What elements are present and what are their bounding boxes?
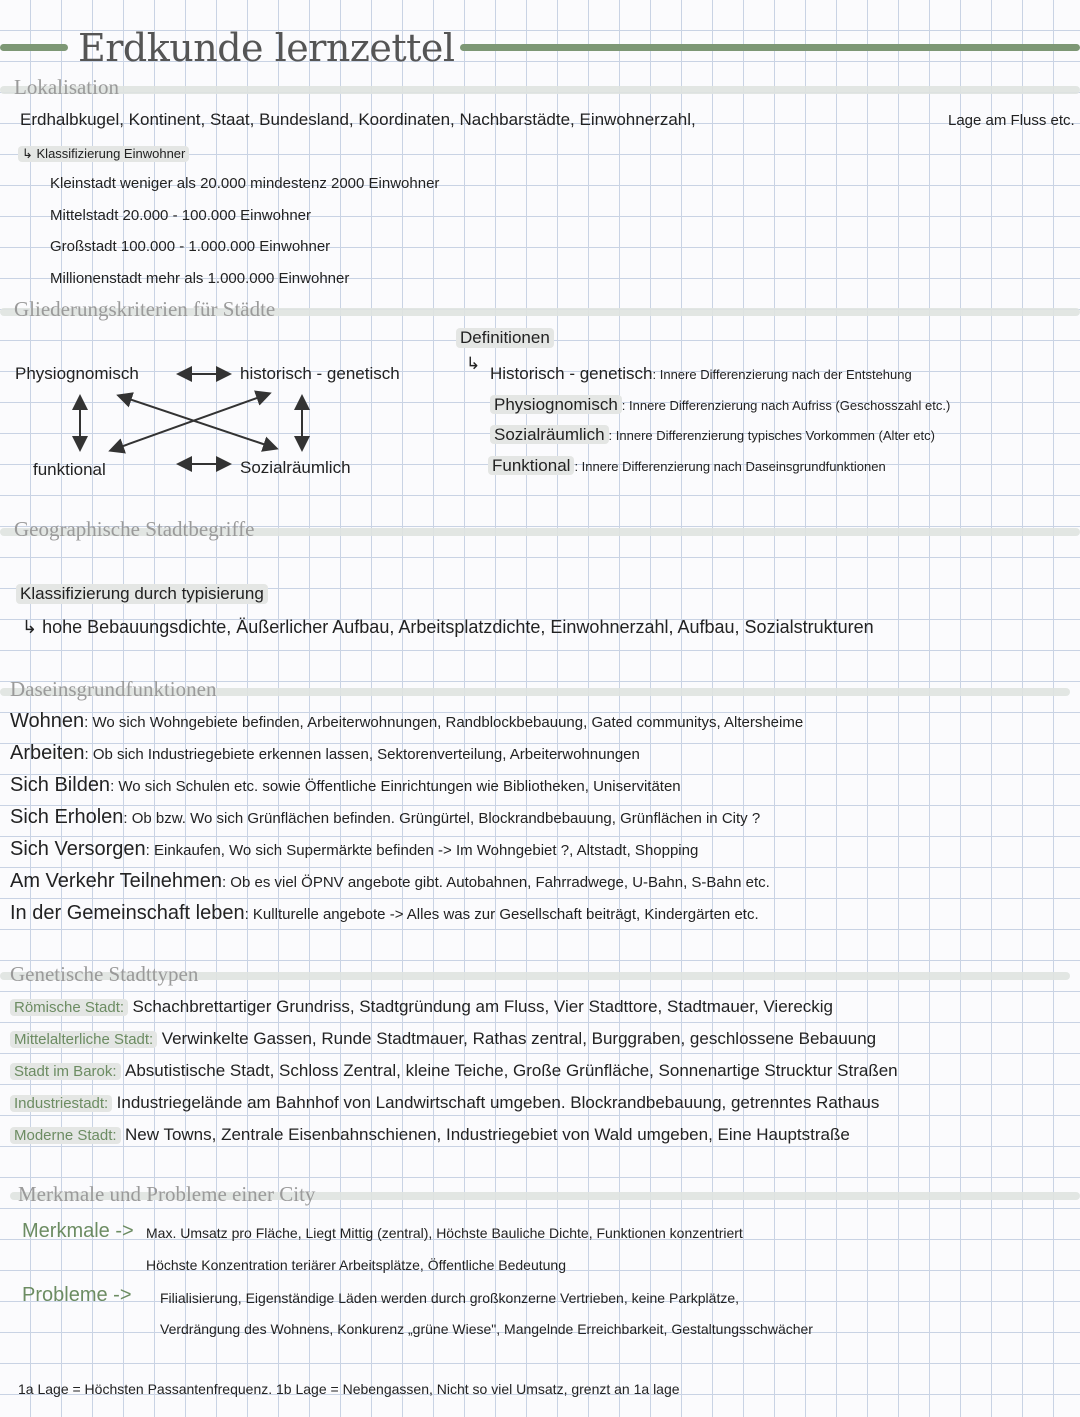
- funktion-text: : Wo sich Wohngebiete befinden, Arbeiterwohnungen, Randblockbebauung, Gated communitys, Altersheime: [84, 714, 804, 731]
- einwohner-row: Millionenstadt mehr als 1.000.000 Einwohner: [50, 270, 350, 287]
- merkmale-line: Höchste Konzentration teriärer Arbeitsplätze, Öffentliche Bedeutung: [146, 1257, 566, 1273]
- definition-term: Physiognomisch: [490, 395, 622, 414]
- stadttyp-row: [10, 997, 833, 1017]
- node-sozialraeumlich: Sozialräumlich: [240, 458, 351, 477]
- funktion-text: : Wo sich Schulen etc. sowie Öffentliche Einrichtungen wie Bibliotheken, Uniservitäten: [110, 778, 681, 795]
- funktion-text: : Kullturelle angebote -> Alles was zur Gesellschaft beiträgt, Kindergärten etc.: [244, 906, 759, 923]
- probleme-label: Probleme ->: [22, 1284, 132, 1306]
- funktion-text: : Ob sich Industriegebiete erkennen lassen, Sektorenverteilung, Arbeiterwohnungen: [84, 746, 640, 763]
- definition-item: [490, 395, 950, 415]
- lage-footer: 1a Lage = Höchsten Passantenfrequenz. 1b Lage = Nebengassen, Nicht so viel Umsatz, grenzt an 1a lage: [18, 1381, 680, 1397]
- funktion-text: : Einkaufen, Wo sich Supermärkte befinden -> Im Wohngebiet ?, Altstadt, Shopping: [145, 842, 699, 859]
- funktion-text: : Ob bzw. Wo sich Grünflächen befinden. Grüngürtel, Blockrandbebauung, Grünflächen in City ?: [123, 810, 761, 827]
- daseinsgrundfunktion-row: [10, 742, 640, 765]
- definition-text: : Innere Differenzierung nach der Entstehung: [652, 367, 912, 382]
- node-physiognomisch: Physiognomisch: [15, 364, 139, 383]
- lokalisation-line-end: Lage am Fluss etc.: [948, 112, 1075, 129]
- probleme-line: Filialisierung, Eigenständige Läden werden durch großkonzerne Vertrieben, keine Parkplätze,: [160, 1290, 740, 1306]
- funktion-term: Sich Bilden: [10, 774, 111, 796]
- stadttyp-text: Verwinkelte Gassen, Runde Stadtmauer, Rathas zentral, Burggraben, geschlossene Bebauung: [161, 1029, 877, 1048]
- typisierung-heading: Klassifizierung durch typisierung: [16, 584, 268, 604]
- probleme-line: Verdrängung des Wohnens, Konkurenz „grüne Wiese", Mangelnde Erreichbarkeit, Gestaltungsschwächer: [160, 1321, 813, 1337]
- stadttyp-term: Römische Stadt:: [10, 999, 128, 1016]
- definition-text: : Innere Differenzierung nach Daseinsgrundfunktionen: [574, 459, 886, 474]
- title-line-left: [0, 44, 68, 51]
- definition-item: [490, 364, 912, 384]
- merkmale-label: Merkmale ->: [22, 1220, 134, 1242]
- definition-term: Funktional: [488, 456, 574, 475]
- typisierung-line: ↳ hohe Bebauungsdichte, Äußerlicher Aufbau, Arbeitsplatzdichte, Einwohnerzahl, Aufbau, Sozialstrukturen: [22, 617, 874, 637]
- section-lokalisation: Lokalisation: [14, 75, 119, 99]
- daseinsgrundfunktion-row: [10, 710, 803, 733]
- funktion-term: Sich Erholen: [10, 806, 124, 828]
- stadttyp-row: [10, 1093, 879, 1113]
- stadttyp-row: [10, 1125, 850, 1145]
- funktion-text: : Ob es viel ÖPNV angebote gibt. Autobahnen, Fahrradwege, U-Bahn, S-Bahn etc.: [221, 874, 770, 891]
- funktion-term: Wohnen: [10, 710, 85, 732]
- lokalisation-line: Erdhalbkugel, Kontinent, Staat, Bundesland, Koordinaten, Nachbarstädte, Einwohnerzahl,: [20, 110, 696, 129]
- stadttyp-row: [10, 1029, 876, 1049]
- relationship-arrows: [0, 360, 440, 480]
- stadttyp-row: [10, 1061, 898, 1081]
- einwohner-row: Mittelstadt 20.000 - 100.000 Einwohner: [50, 207, 311, 224]
- definition-text: : Innere Differenzierung typisches Vorkommen (Alter etc): [608, 428, 935, 443]
- definition-term: Historisch - genetisch: [490, 364, 653, 383]
- section-genetisch: Genetische Stadttypen: [10, 962, 199, 986]
- daseinsgrundfunktion-row: [10, 902, 759, 925]
- daseinsgrundfunktion-row: [10, 774, 681, 797]
- stadttyp-term: Moderne Stadt:: [10, 1127, 121, 1144]
- stadttyp-term: Mittelalterliche Stadt:: [10, 1031, 157, 1048]
- daseinsgrundfunktion-row: [10, 838, 698, 861]
- einwohner-row: Kleinstadt weniger als 20.000 mindestenz 2000 Einwohner: [50, 175, 440, 192]
- section-city: Merkmale und Probleme einer City: [18, 1182, 316, 1206]
- funktion-term: In der Gemeinschaft leben: [10, 902, 245, 924]
- stadttyp-term: Industriestadt:: [10, 1095, 112, 1112]
- definition-arrow-icon: ↳: [466, 354, 481, 373]
- section-bar: [0, 86, 1080, 94]
- stadttyp-term: Stadt im Barok:: [10, 1063, 121, 1080]
- definitionen-heading: Definitionen: [456, 328, 554, 348]
- merkmale-line: Max. Umsatz pro Fläche, Liegt Mittig (zentral), Höchste Bauliche Dichte, Funktionen konzentriert: [146, 1225, 743, 1241]
- title-line-right: [460, 44, 1080, 51]
- daseinsgrundfunktion-row: [10, 806, 760, 829]
- section-stadtbegriffe: Geographische Stadtbegriffe: [14, 517, 255, 541]
- definition-item: [490, 425, 935, 445]
- definition-item: [488, 456, 886, 476]
- funktion-term: Sich Versorgen: [10, 838, 146, 860]
- daseinsgrundfunktion-row: [10, 870, 770, 893]
- definition-term: Sozialräumlich: [490, 425, 609, 444]
- definition-text: : Innere Differenzierung nach Aufriss (Geschosszahl etc.): [621, 398, 951, 413]
- page-title: Erdkunde lernzettel: [78, 26, 455, 70]
- stadttyp-text: Absutistische Stadt, Schloss Zentral, kleine Teiche, Große Grünfläche, Sonnenartige Strucktur Straßen: [125, 1061, 898, 1080]
- arrow-diagonal-2: [112, 394, 268, 450]
- funktion-term: Am Verkehr Teilnehmen: [10, 870, 222, 892]
- stadttyp-text: Schachbrettartiger Grundriss, Stadtgründung am Fluss, Vier Stadttore, Stadtmauer, Viereckig: [132, 997, 834, 1016]
- section-gliederung: Gliederungskriterien für Städte: [14, 297, 276, 321]
- node-historisch-genetisch: historisch - genetisch: [240, 364, 400, 383]
- section-daseins: Daseinsgrundfunktionen: [10, 677, 217, 701]
- stadttyp-text: Industriegelände am Bahnhof von Landwirtschaft umgeben. Blockrandbebauung, getrenntes Rathaus: [116, 1093, 880, 1112]
- arrow-diagonal-1: [120, 396, 275, 448]
- funktion-term: Arbeiten: [10, 742, 85, 764]
- stadttyp-text: New Towns, Zentrale Eisenbahnschienen, Industriegebiet von Wald umgeben, Eine Hauptstraße: [125, 1125, 850, 1144]
- node-funktional: funktional: [33, 460, 106, 479]
- einwohner-row: Großstadt 100.000 - 1.000.000 Einwohner: [50, 238, 331, 255]
- klassifizierung-heading: ↳ Klassifizierung Einwohner: [18, 146, 189, 162]
